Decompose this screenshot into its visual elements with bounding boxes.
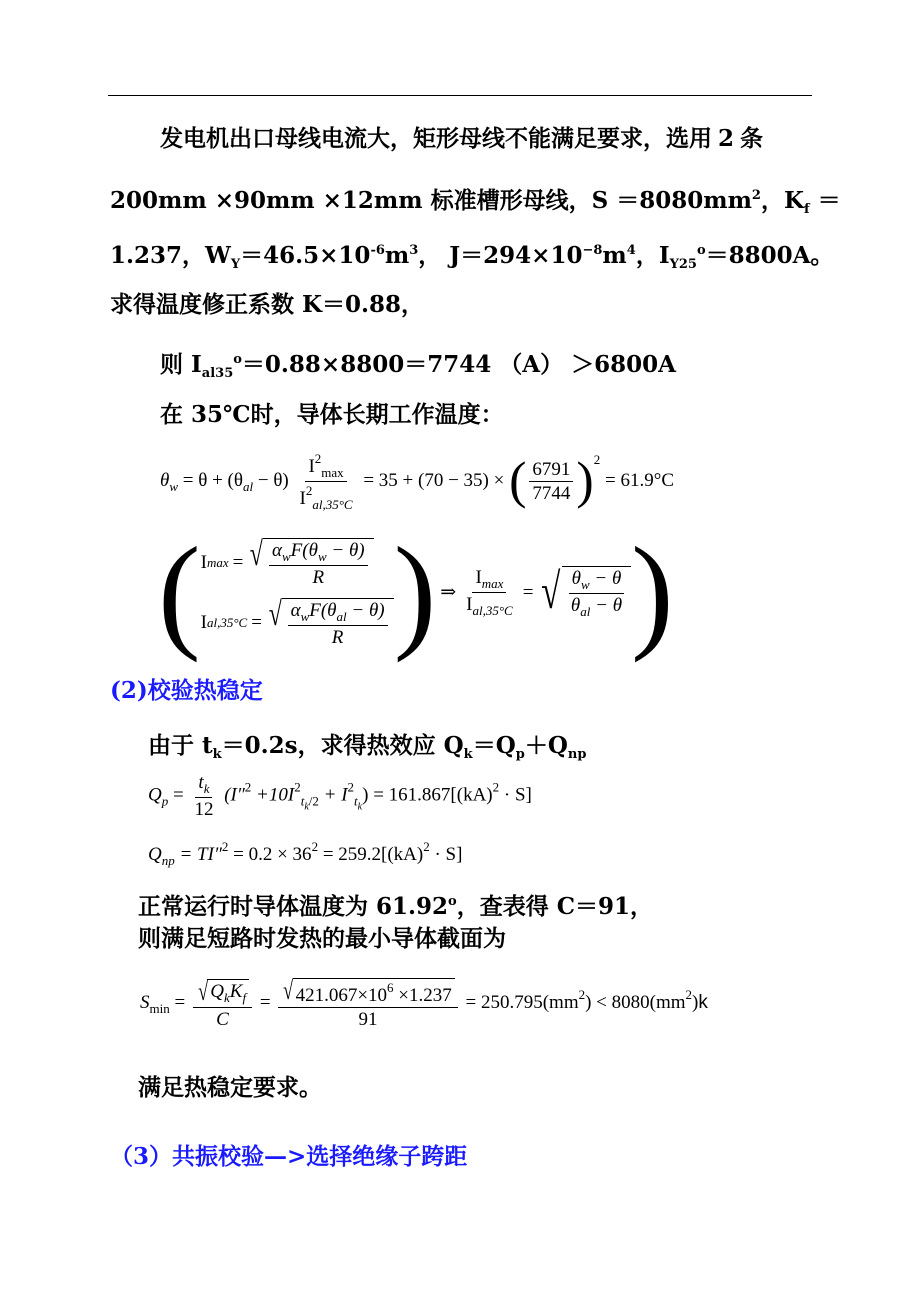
text: 6791 (529, 460, 573, 482)
text: I (200, 611, 207, 633)
text: k (463, 747, 473, 762)
text: al35 (201, 366, 234, 381)
text: ＝8800A。 (705, 242, 834, 269)
sqrt: √ $\frac{\alpha_wF(\theta_w - \theta)}{R}$ (247, 538, 373, 587)
text: 2 (311, 839, 319, 854)
text: p (515, 747, 525, 762)
paragraph-10: 满足热稳定要求。 (138, 1074, 322, 1101)
fraction: √ $421.067\times 10^6 \times 1.237$ 91 (278, 978, 457, 1029)
fraction (529, 460, 573, 503)
paragraph-4: 求得温度修正系数 K＝0.88， (110, 291, 425, 318)
text: k (203, 781, 210, 796)
text: ＝46.5×10 (240, 242, 371, 269)
text: max (321, 465, 344, 480)
paragraph-9: 则满足短路时发热的最小导体截面为 (138, 925, 506, 952)
text: 7744 (532, 483, 571, 504)
text: ，I (635, 242, 670, 269)
text: I (299, 488, 306, 509)
text: = TI″ (174, 844, 222, 865)
text: 条 (740, 125, 764, 152)
system-rows (201, 532, 394, 652)
text: = 35 + (70 − 35) × (363, 469, 505, 491)
text: al,35°C (312, 497, 353, 512)
text: 正常运行时导体温度为 61.92 (138, 893, 449, 920)
text: w (282, 548, 291, 564)
system-row-2 (201, 592, 394, 652)
text: w (300, 608, 310, 624)
text: 2 (492, 779, 500, 795)
text: Q (210, 980, 224, 1002)
text: − θ) (346, 599, 385, 621)
text: C (216, 1008, 229, 1030)
text: 2 (305, 483, 313, 498)
text: Y (230, 257, 241, 272)
equation-theta: $\theta_w = \theta + (\theta_{al} - \theta)$ $\frac{I^2_{max}}{I^2_{al,35^\circ C}}$ = 35 + (70 − 35) × ( $\frac{6791}{7744}$ )$^2$ = 61.9°C (160, 451, 674, 512)
text: k (212, 747, 222, 762)
text: -6 (370, 243, 385, 258)
text: = (251, 611, 262, 633)
text: + I (318, 784, 348, 806)
fraction (463, 568, 516, 617)
text: = 250.795(mm (465, 991, 579, 1013)
fraction (297, 452, 356, 511)
text: m (384, 242, 410, 269)
text: o (448, 894, 457, 909)
text: θ (160, 469, 170, 491)
text: w (317, 548, 327, 564)
text: = (232, 551, 244, 573)
text: f (803, 202, 810, 217)
paragraph-2 (110, 181, 841, 225)
text: F(θ (290, 539, 318, 561)
paragraph-8 (138, 887, 653, 922)
section-heading-3: （3）共振校验—>选择绝缘子跨距 (110, 1143, 468, 1170)
text: ) (692, 991, 699, 1013)
text: = 0.2 × 36 (228, 844, 312, 865)
text: 3 (409, 243, 419, 258)
text: 6 (387, 980, 394, 995)
text: w (169, 478, 179, 494)
text: k (223, 989, 230, 1005)
text: ＝ (809, 187, 841, 214)
text: al (336, 608, 347, 624)
text: 2 (221, 839, 229, 854)
text: I (475, 566, 482, 588)
text: ，查表得 C＝91， (456, 893, 654, 920)
text: p (161, 793, 169, 809)
text: 2 (294, 779, 301, 795)
fraction (568, 569, 625, 618)
text: −8 (582, 243, 603, 258)
text: al,35°C (472, 602, 513, 618)
text: ⇒ (440, 581, 457, 603)
paragraph-6: 在 35℃时，导体长期工作温度： (160, 401, 504, 428)
system-row-1 (201, 532, 394, 592)
text: min (149, 1000, 170, 1016)
text: ) = 161.867[(kA) (362, 784, 493, 806)
text: o (233, 352, 242, 367)
text: 2 (593, 451, 601, 467)
text: = (169, 991, 186, 1013)
text: 200mm ×90mm ×12mm 标准槽形母线，S ＝8080mm (110, 187, 752, 214)
sqrt: √ $\frac{\theta_w - \theta}{\theta_{al} - \theta}$ (537, 566, 631, 618)
text: = 259.2[(kA) (318, 844, 424, 865)
paragraph-1 (160, 124, 763, 154)
section-heading-2: (2)校验热稳定 (110, 677, 263, 704)
text: ×1.237 (393, 985, 452, 1006)
text: 2 (751, 188, 761, 203)
text: t (354, 793, 358, 809)
text: max (206, 554, 229, 570)
text: k (304, 801, 309, 813)
text: 1.237，W (110, 242, 231, 269)
text: np (567, 747, 587, 762)
text: 则 I (160, 351, 202, 378)
text: θ (570, 595, 581, 616)
text: S (140, 991, 150, 1013)
text: k (357, 801, 363, 813)
text: K (229, 980, 243, 1002)
paragraph-3 (110, 236, 833, 280)
text: α (272, 539, 282, 561)
text: · S] (499, 784, 532, 806)
text: w (580, 577, 590, 592)
paragraph-5 (160, 345, 676, 389)
text: /2 (308, 793, 319, 809)
text: 421.067×10 (295, 985, 388, 1006)
text: Q (148, 844, 162, 865)
text: I (466, 593, 473, 615)
text: − θ (590, 595, 623, 616)
text: ， J＝294×10 (418, 242, 583, 269)
text: al,35°C (206, 614, 248, 630)
text: ＝Q (472, 732, 516, 759)
text: 2 (423, 839, 430, 854)
text: = (259, 991, 271, 1013)
text: 2 (685, 986, 693, 1002)
text: o (696, 243, 706, 258)
text: = (522, 581, 534, 603)
text: 2 (244, 779, 252, 795)
text: m (602, 242, 627, 269)
text: = 61.9°C (600, 469, 674, 491)
text: max (481, 575, 504, 591)
equation-system: ( I max = √ $\frac{\alpha_wF(\theta_w - \theta)}{R}$ I al,35°C = √ $\frac{\alpha_wF(\theta_{al} - \theta)}{R}$ ) ⇒ $\frac{I_{max}}{I_{al,35^\circ C}}$ = √ $\frac{\theta_w - \theta}{\theta_{al} - \theta}$ ) (158, 521, 674, 663)
fraction: √ $Q_kK_f$ C (193, 979, 252, 1029)
text: − θ) (253, 469, 289, 491)
fraction (191, 773, 216, 819)
text: I (200, 551, 207, 573)
text: θ (571, 568, 581, 589)
text: 2 (578, 986, 586, 1002)
text: = (168, 784, 184, 806)
text: I (308, 456, 315, 477)
text: ) < 8080(mm (585, 991, 686, 1013)
text: 发电机出口母线电流大，矩形母线不能满足要求，选用 (160, 125, 712, 152)
paragraph-7 (148, 731, 586, 770)
equation-qnp (148, 840, 462, 867)
text: 12 (194, 799, 214, 820)
text: +10I (251, 784, 295, 806)
text: t (300, 793, 305, 809)
text: ，K (760, 187, 804, 214)
text: F(θ (309, 599, 337, 621)
text: t (198, 772, 204, 793)
text: ＝0.2s，求得热效应 Q (221, 732, 464, 759)
text: α (290, 599, 301, 621)
text: ＝0.88×8800＝7744 （A） ＞6800A (241, 351, 676, 378)
text: = θ + (θ (178, 469, 243, 491)
text: − θ) (326, 539, 365, 561)
text: 91 (358, 1009, 378, 1030)
equation-qp (148, 773, 532, 819)
text: al (580, 604, 591, 619)
text: ＋Q (524, 732, 568, 759)
header-rule (108, 95, 812, 96)
fraction (269, 541, 368, 587)
text: np (161, 853, 175, 868)
sqrt: √ $\frac{\alpha_wF(\theta_{al} - \theta)}{R}$ (266, 598, 394, 647)
text: · S] (429, 844, 463, 865)
text: 2 (314, 451, 322, 466)
text: R (331, 626, 344, 648)
text: 由于 t (148, 732, 213, 759)
text: k (698, 991, 708, 1013)
equation-smin (140, 978, 708, 1029)
text: (I″ (224, 784, 245, 806)
text: 4 (626, 243, 636, 258)
text: Q (148, 784, 162, 806)
text: 2 (347, 779, 355, 795)
text: − θ (589, 568, 622, 589)
text: Y25 (669, 257, 697, 272)
text: 2 (718, 125, 735, 152)
text: f (242, 989, 247, 1005)
text: al (242, 478, 254, 494)
fraction (288, 601, 388, 647)
text: R (312, 566, 325, 588)
